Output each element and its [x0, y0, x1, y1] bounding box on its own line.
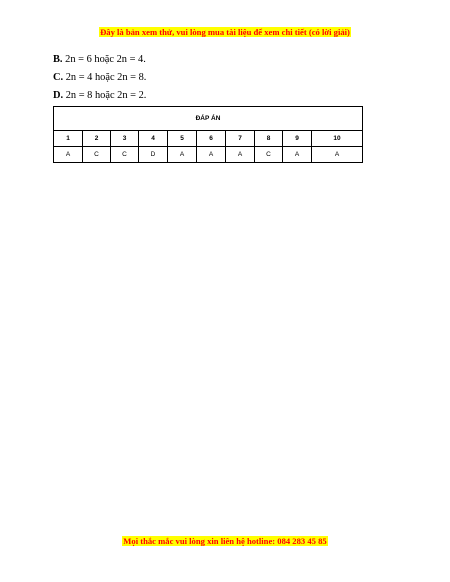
option-letter: D. — [53, 90, 64, 101]
answer-cell: C — [255, 147, 283, 163]
question-number: 10 — [312, 131, 363, 147]
question-number-row — [54, 131, 363, 147]
question-number: 2 — [83, 131, 111, 147]
question-number: 1 — [54, 131, 83, 147]
option-text: 2n = 6 hoặc 2n = 4. — [62, 54, 146, 65]
answer-cell: A — [168, 147, 197, 163]
answer-key-table — [53, 106, 363, 163]
question-number: 7 — [226, 131, 255, 147]
answer-cell: A — [54, 147, 83, 163]
preview-notice-text: Đây là bản xem thử, vui lòng mua tài liệu để xem chi tiết (có lời giải) — [100, 27, 350, 37]
hotline-notice-text: Mọi thắc mắc vui lòng xin liên hệ hotline: 084 283 45 85 — [123, 536, 327, 546]
answer-cell: C — [83, 147, 111, 163]
question-number: 9 — [283, 131, 312, 147]
answer-cell: A — [312, 147, 363, 163]
preview-notice-banner — [0, 27, 450, 37]
answer-options — [53, 53, 146, 107]
answer-cell: A — [226, 147, 255, 163]
question-number: 3 — [111, 131, 139, 147]
option-text: 2n = 4 hoặc 2n = 8. — [63, 72, 147, 83]
hotline-notice-banner — [0, 536, 450, 546]
question-number: 6 — [197, 131, 226, 147]
answer-row — [54, 147, 363, 163]
answer-cell: A — [283, 147, 312, 163]
option-text: 2n = 8 hoặc 2n = 2. — [63, 90, 147, 101]
answer-cell: D — [139, 147, 168, 163]
option-letter: C. — [53, 72, 64, 83]
answer-key-title: ĐÁP ÁN — [54, 107, 363, 131]
option-letter: B. — [53, 54, 63, 65]
question-number: 4 — [139, 131, 168, 147]
question-number: 8 — [255, 131, 283, 147]
answer-cell: A — [197, 147, 226, 163]
answer-cell: C — [111, 147, 139, 163]
option-d — [53, 89, 146, 107]
option-c — [53, 71, 146, 89]
question-number: 5 — [168, 131, 197, 147]
option-b — [53, 53, 146, 71]
